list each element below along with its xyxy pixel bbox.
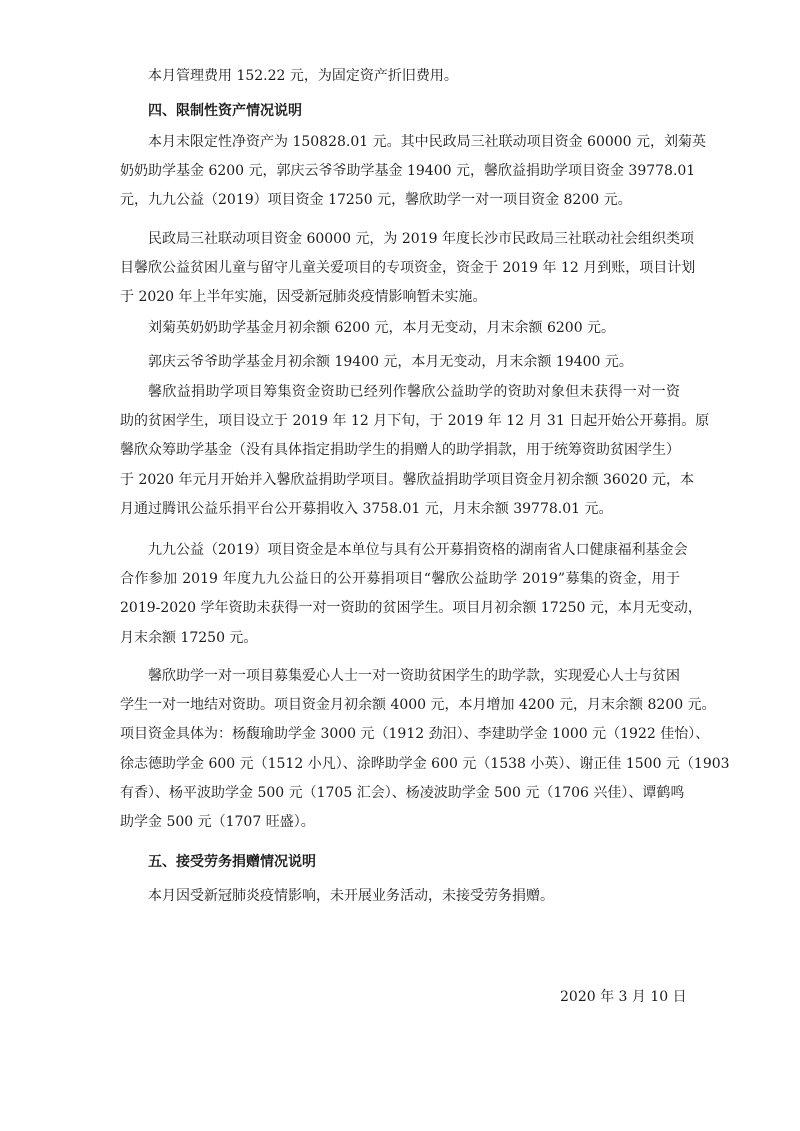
paragraph-line: 月末余额 17250 元。 [120, 629, 258, 646]
paragraph-line: 本月因受新冠肺炎疫情影响，未开展业务活动，未接受劳务捐赠。 [148, 888, 554, 904]
paragraph-line: 合作参加 2019 年度九九公益日的公开募捐项目“馨欣公益助学 2019”募集的资金，用于 [120, 571, 680, 588]
paragraph-line: 馨欣益捐助学项目筹集资金资助已经列作馨欣公益助学的资助对象但未获得一对一资 [148, 384, 680, 400]
document-date: 2020 年 3 月 10 日 [560, 989, 687, 1005]
paragraph-line: 本月末限定性净资产为 150828.01 元。其中民政局三社联动项目资金 60000 元，刘菊英 [148, 134, 707, 150]
civil-affairs-fund-paragraph [120, 225, 696, 313]
paragraph-line: 于 2020 年上半年实施，因受新冠肺炎疫情影响暂未实施。 [120, 289, 487, 306]
restricted-assets-summary-paragraph [120, 128, 707, 216]
section-heading-labor-donation: 五、接受劳务捐赠情况说明 [148, 854, 316, 870]
paragraph-line: 有香）、杨平波助学金 500 元（1705 汇会）、杨凌波助学金 500 元（1706 兴佳）、谭鹤鸣 [120, 784, 685, 801]
paragraph-line: 刘菊英奶奶助学基金月初余额 6200 元，本月无变动，月末余额 6200 元。 [148, 320, 616, 336]
paragraph-line: 学生一对一地结对资助。项目资金月初余额 4000 元，本月增加 4200 元，月末余额 8200 元。 [120, 697, 716, 714]
paragraph-line: 本月管理费用 152.22 元，为固定资产折旧费用。 [148, 68, 458, 84]
paragraph-line: 郭庆云爷爷助学基金月初余额 19400 元，本月无变动，月末余额 19400 元。 [148, 354, 633, 370]
paragraph-line: 九九公益（2019）项目资金是本单位与具有公开募捐资格的湖南省人口健康福利基金会 [148, 542, 688, 558]
paragraph-line: 于 2020 年元月开始并入馨欣益捐助学项目。馨欣益捐助学项目资金月初余额 36020 元，本 [120, 471, 694, 488]
paragraph-line: 2019-2020 学年资助未获得一对一资助的贫困学生。项目月初余额 17250 元，本月无变动， [120, 600, 702, 617]
labor-donation-paragraph [120, 882, 680, 911]
paragraph-line: 元，九九公益（2019）项目资金 17250 元，馨欣助学一对一项目资金 8200 元。 [120, 192, 632, 209]
section-heading-restricted-assets: 四、限制性资产情况说明 [148, 103, 302, 119]
paragraph-line: 奶奶助学基金 6200 元，郭庆云爷爷助学基金 19400 元，馨欣益捐助学项目资金 39778.01 [120, 163, 696, 180]
paragraph-line: 馨欣助学一对一项目募集爱心人士一对一资助贫困学生的助学款，实现爱心人士与贫困 [148, 668, 680, 684]
paragraph-line: 民政局三社联动项目资金 60000 元，为 2019 年度长沙市民政局三社联动社会组织类项 [148, 231, 694, 247]
paragraph-line: 助学金 500 元（1707 旺盛）。 [120, 814, 315, 831]
paragraph-line: 项目资金具体为：杨馥瑜助学金 3000 元（1912 劲汨）、李建助学金 1000 元（1922 佳怡）、 [120, 726, 710, 743]
xinxin-donation-paragraph [120, 378, 710, 524]
management-fee-paragraph [120, 62, 680, 91]
one-to-one-fund-paragraph [120, 662, 730, 837]
liu-fund-paragraph [120, 314, 680, 343]
ninety-nine-fund-paragraph [120, 536, 702, 653]
paragraph-line: 徐志德助学金 600 元（1512 小凡）、涂晔助学金 600 元（1538 小英）、谢正佳 1500 元（1903 [120, 755, 730, 772]
paragraph-line: 馨欣众筹助学基金（没有具体指定捐助学生的捐赠人的助学捐款，用于统筹资助贫困学生） [120, 442, 680, 459]
paragraph-line: 月通过腾讯公益乐捐平台公开募捐收入 3758.01 元，月末余额 39778.01 元。 [120, 500, 613, 517]
guo-fund-paragraph [120, 348, 680, 377]
paragraph-line: 目馨欣公益贫困儿童与留守儿童关爱项目的专项资金，资金于 2019 年 12 月到账，项目计划 [120, 260, 696, 277]
paragraph-line: 助的贫困学生，项目设立于 2019 年 12 月下旬，于 2019 年 12 月 31 日起开始公开募捐。原 [120, 413, 710, 430]
